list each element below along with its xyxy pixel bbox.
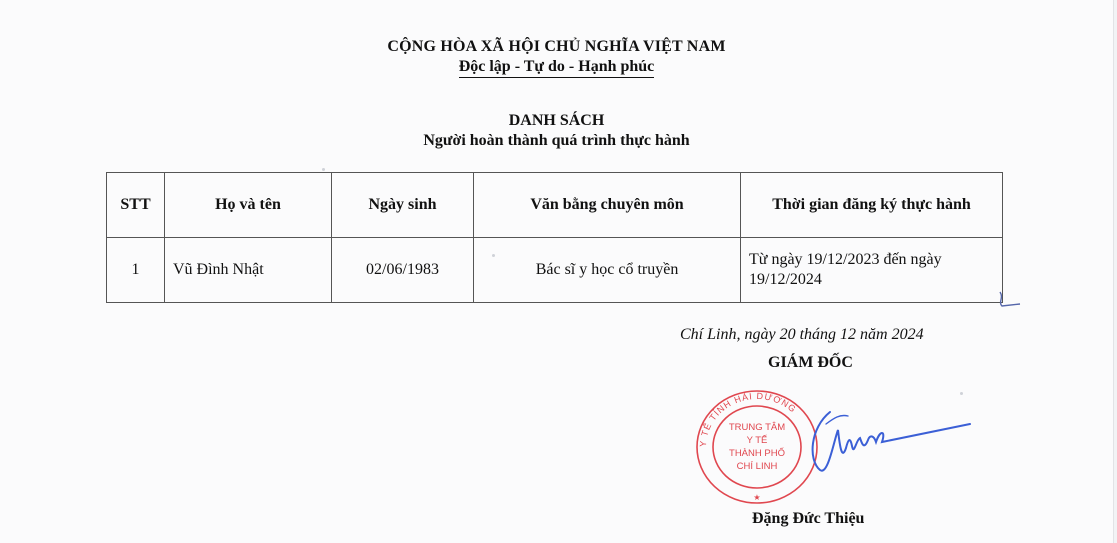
national-motto-text: Độc lập - Tự do - Hạnh phúc [459,58,655,78]
column-header-dob: Ngày sinh [332,173,474,238]
cell-period: Từ ngày 19/12/2023 đến ngày 19/12/2024 [741,238,1003,303]
practitioner-table [106,172,1003,303]
svg-text:★: ★ [753,493,761,502]
seal-line: TRUNG TÂM [728,422,786,433]
seal-line: Y TẾ [746,435,768,446]
document-subtitle: Người hoàn thành quá trình thực hành [423,132,690,149]
cell-degree: Bác sĩ y học cổ truyền [474,238,741,303]
signer-position: GIÁM ĐỐC [768,354,853,371]
signer-name: Đặng Đức Thiệu [752,510,865,527]
seal-line: CHÍ LINH [736,461,778,472]
margin-mark-icon [990,288,1030,318]
seal-ring-text: Y TẾ TỈNH HẢI DƯƠNG [697,390,799,448]
scan-speck [960,392,963,395]
column-header-period: Thời gian đăng ký thực hành [741,173,1003,238]
signing-date: Chí Linh, ngày 20 tháng 12 năm 2024 [680,326,924,343]
cell-stt: 1 [107,238,165,303]
scan-speck [492,254,495,257]
cell-name: Vũ Đình Nhật [165,238,332,303]
table-header-row [107,173,1003,238]
national-header: CỘNG HÒA XÃ HỘI CHỦ NGHĨA VIỆT NAM [387,38,726,55]
seal-line: THÀNH PHỐ [729,448,785,459]
cell-dob: 02/06/1983 [332,238,474,303]
column-header-stt: STT [107,173,165,238]
signature-icon [790,400,980,480]
national-motto [0,58,1113,78]
column-header-name: Họ và tên [165,173,332,238]
table-row [107,238,1003,303]
document-title: DANH SÁCH [508,112,605,129]
column-header-degree: Văn bằng chuyên môn [474,173,741,238]
scan-speck [322,168,325,171]
